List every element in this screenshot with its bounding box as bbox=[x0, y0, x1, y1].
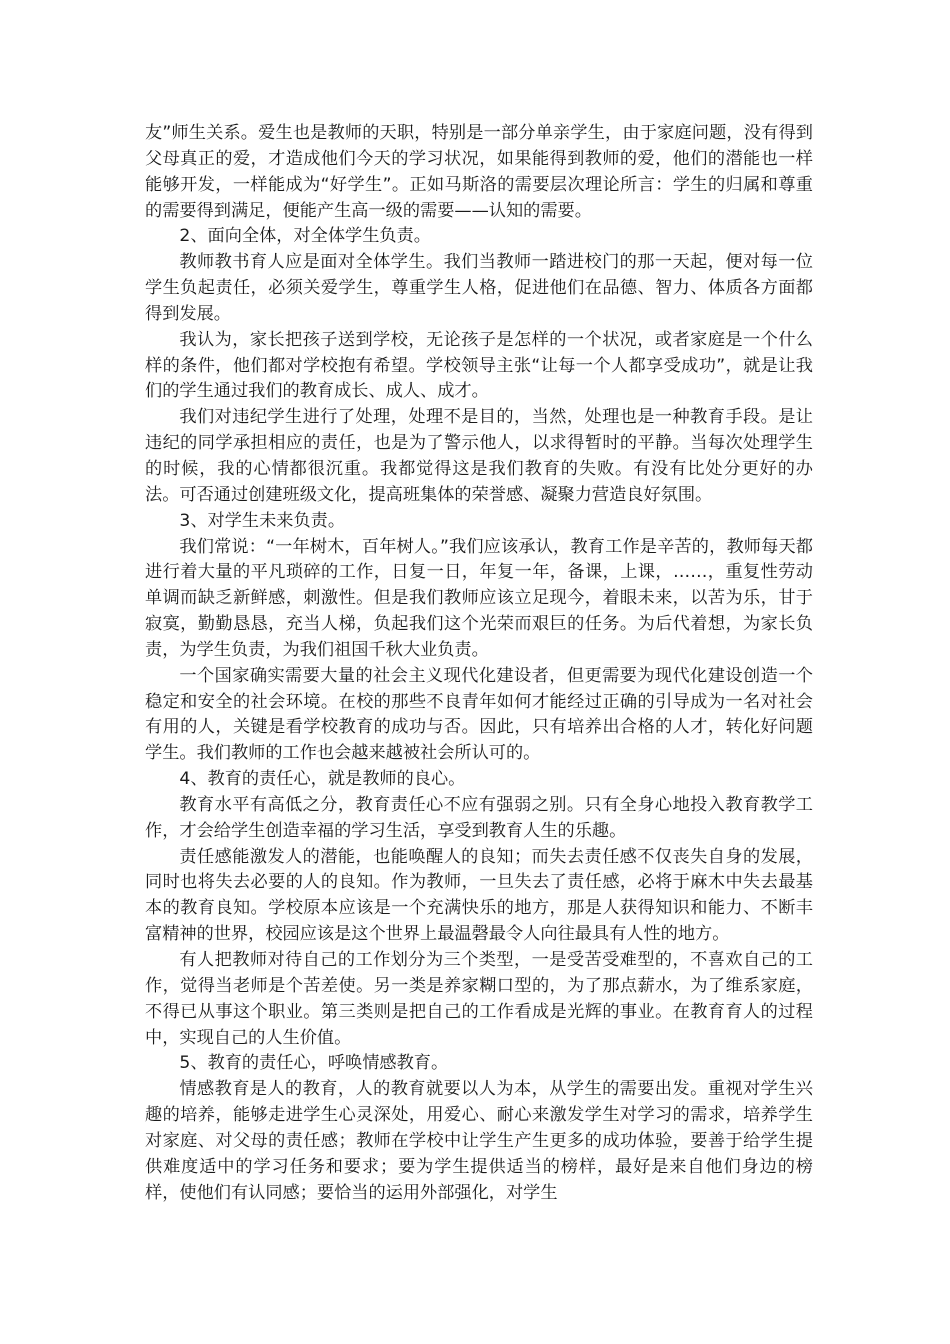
document-page bbox=[145, 121, 813, 1206]
paragraph-7: 我们常说：“一年树木，百年树人。”我们应该承认，教育工作是辛苦的，教师每天都进行着大量的平凡琐碎的工作，日复一日，年复一年，备课，上课，……，重复性劳动单调而缺乏新鲜感，刺激性。但是我们教师应该立足现今，着眼未来，以苦为乐，甘于寂寞，勤勤恳恳，充当人梯，负起我们这个光荣而艰巨的任务。为后代着想，为家长负责，为学生负责，为我们祖国千秋大业负责。 bbox=[145, 536, 813, 660]
paragraph-4: 我认为，家长把孩子送到学校，无论孩子是怎样的一个状况，或者家庭是一个什么样的条件，他们都对学校抱有希望。学校领导主张“让每一个人都享受成功”，就是让我们的学生通过我们的教育成长、成人、成才。 bbox=[145, 329, 813, 402]
paragraph-5: 我们对违纪学生进行了处理，处理不是目的，当然，处理也是一种教育手段。是让违纪的同学承担相应的责任，也是为了警示他人，以求得暂时的平静。当每次处理学生的时候，我的心情都很沉重。我都觉得这是我们教育的失败。有没有比处分更好的办法。可否通过创建班级文化，提高班集体的荣誉感、凝聚力营造良好氛围。 bbox=[145, 407, 813, 505]
paragraph-8: 一个国家确实需要大量的社会主义现代化建设者，但更需要为现代化建设创造一个稳定和安全的社会环境。在校的那些不良青年如何才能经过正确的引导成为一名对社会有用的人，关键是看学校教育的成功与否。因此，只有培养出合格的人才，转化好问题学生。我们教师的工作也会越来越被社会所认可的。 bbox=[145, 665, 813, 764]
paragraph-10: 教育水平有高低之分，教育责任心不应有强弱之别。只有全身心地投入教育教学工作，才会给学生创造幸福的学习生活，享受到教育人生的乐趣。 bbox=[145, 794, 813, 841]
paragraph-14: 情感教育是人的教育，人的教育就要以人为本，从学生的需要出发。重视对学生兴趣的培养，能够走进学生心灵深处，用爱心、耐心来激发学生对学习的需求，培养学生对家庭、对父母的责任感；教师在学校中让学生产生更多的成功体验，要善于给学生提供难度适中的学习任务和要求；要为学生提供适当的榜样，最好是来自他们身边的榜样，使他们有认同感；要恰当的运用外部强化，对学生 bbox=[145, 1079, 813, 1203]
paragraph-1: 友”师生关系。爱生也是教师的天职，特别是一部分单亲学生，由于家庭问题，没有得到父母真正的爱，才造成他们今天的学习状况，如果能得到教师的爱，他们的潜能也一样能够开发，一样能成为“好学生”。正如马斯洛的需要层次理论所言：学生的归属和尊重的需要得到满足，便能产生高一级的需要——认知的需要。 bbox=[145, 123, 813, 221]
section-heading-3: 3、对学生未来负责。 bbox=[179, 510, 346, 531]
paragraph-11: 责任感能激发人的潜能，也能唤醒人的良知；而失去责任感不仅丧失自身的发展，同时也将失去必要的人的良知。作为教师，一旦失去了责任感，必将于麻木中失去最基本的教育良知。学校原本应该是一个充满快乐的地方，那是人获得知识和能力、不断丰富精神的世界，校园应该是这个世界上最温磬最令人向往最具有人性的地方。 bbox=[145, 846, 813, 945]
section-heading-4: 4、教育的责任心，就是教师的良心。 bbox=[179, 769, 466, 790]
section-heading-5: 5、教育的责任心，呼唤情感教育。 bbox=[179, 1053, 449, 1074]
section-heading-2: 2、面向全体，对全体学生负责。 bbox=[179, 226, 431, 247]
paragraph-3: 教师教书育人应是面对全体学生。我们当教师一踏进校门的那一天起，便对每一位学生负起责任，必须关爱学生，尊重学生人格，促进他们在品德、智力、体质各方面都得到发展。 bbox=[145, 252, 813, 324]
paragraph-12: 有人把教师对待自己的工作划分为三个类型，一是受苦受难型的，不喜欢自己的工作，觉得当老师是个苦差使。另一类是养家糊口型的，为了那点薪水，为了维系家庭，不得已从事这个职业。第三类则是把自己的工作看成是光辉的事业。在教育育人的过程中，实现自己的人生价值。 bbox=[145, 950, 813, 1048]
